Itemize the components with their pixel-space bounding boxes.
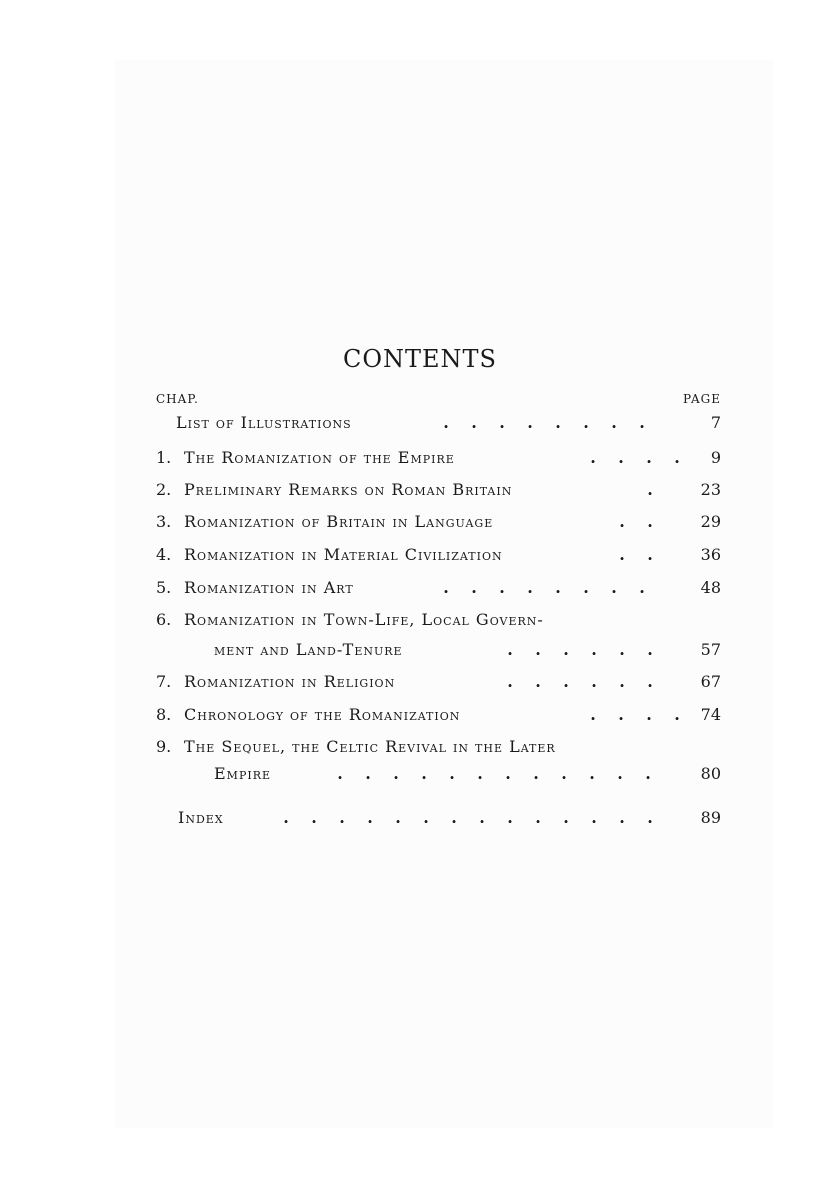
page-title: CONTENTS — [342, 345, 497, 373]
toc-entry-label: Romanization in Town-Life, Local Govern- — [184, 610, 544, 629]
toc-entry-page: 7 — [710, 413, 721, 432]
toc-entry-page: 57 — [700, 640, 721, 659]
leader-dots: . . . . . . — [507, 672, 653, 691]
toc-entry-label: Index — [178, 808, 224, 827]
chapter-column-header: CHAP. — [156, 392, 199, 406]
toc-entry-label: Romanization in Material Civilization — [184, 545, 503, 564]
leader-dots: . . — [619, 512, 653, 531]
leader-dots: . . . . — [590, 705, 680, 724]
leader-dots: . . . . . . . . — [443, 413, 645, 432]
toc-entry-label: List of Illustrations — [176, 413, 352, 432]
toc-entry-label-continued: Empire — [214, 764, 272, 783]
toc-entry-page: 48 — [700, 578, 721, 597]
leader-dots: . — [647, 480, 653, 499]
toc-entry-page: 23 — [700, 480, 721, 499]
chapter-number: 1. — [156, 448, 172, 467]
leader-dots: . . . . . . . . . . . . — [337, 764, 651, 783]
toc-entry-page: 29 — [700, 512, 721, 531]
toc-entry-label: The Sequel, the Celtic Revival in the Later — [184, 737, 556, 756]
chapter-number: 2. — [156, 480, 172, 499]
chapter-number: 6. — [156, 610, 172, 629]
toc-entry-page: 67 — [700, 672, 721, 691]
page-column-header: PAGE — [683, 392, 721, 406]
toc-entry-label: The Romanization of the Empire — [184, 448, 455, 467]
toc-entry-page: 80 — [700, 764, 721, 783]
toc-entry-page: 89 — [700, 808, 721, 827]
toc-entry-page: 9 — [710, 448, 721, 467]
toc-entry-label: Romanization in Art — [184, 578, 354, 597]
chapter-number: 7. — [156, 672, 172, 691]
toc-entry-label-continued: ment and Land-Tenure — [214, 640, 403, 659]
toc-entry-page: 74 — [700, 705, 721, 724]
chapter-number: 4. — [156, 545, 172, 564]
leader-dots: . . . . . . — [507, 640, 653, 659]
toc-entry-chapter-9[interactable] — [156, 737, 721, 789]
toc-entry-label: Romanization of Britain in Language — [184, 512, 494, 531]
toc-entry-page: 36 — [700, 545, 721, 564]
toc-entry-label: Chronology of the Romanization — [184, 705, 461, 724]
chapter-number: 5. — [156, 578, 172, 597]
leader-dots: . . . . . . . . — [443, 578, 645, 597]
chapter-number: 3. — [156, 512, 172, 531]
chapter-number: 8. — [156, 705, 172, 724]
toc-entry-label: Romanization in Religion — [184, 672, 396, 691]
toc-entry-chapter-6[interactable] — [156, 610, 721, 662]
toc-entry-label: Preliminary Remarks on Roman Britain — [184, 480, 513, 499]
chapter-number: 9. — [156, 737, 172, 756]
leader-dots: . . . . — [590, 448, 680, 467]
leader-dots: . . . . . . . . . . . . . . — [283, 808, 653, 827]
leader-dots: . . — [619, 545, 653, 564]
